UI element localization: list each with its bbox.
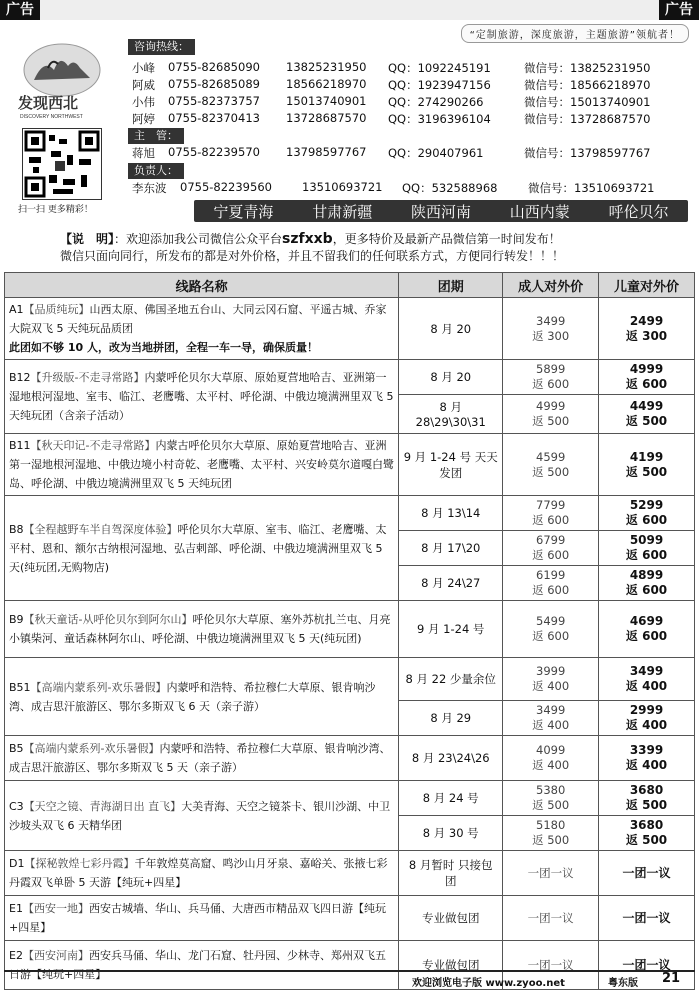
table-row [5, 896, 695, 941]
tour-date: 8 月 22 少量余位 [405, 672, 496, 686]
notice-block [60, 231, 680, 265]
table-row [5, 851, 695, 896]
child-price-cell [599, 360, 695, 395]
adult-price-cell [503, 658, 599, 701]
adult-price: 3499 [536, 313, 566, 328]
child-rebate: 返 300 [625, 328, 668, 343]
adult-price-cell [503, 601, 599, 658]
route-code: E2 [9, 949, 23, 962]
route-desc: 西安古城墙、华山、兵马俑、大唐西市精品双飞四日游【纯玩+四星】 [9, 902, 386, 934]
col-header-child: 儿童对外价 [599, 273, 695, 298]
route-desc: 西安兵马俑、华山、龙门石窟、牡丹园、少林寺、郑州双飞五日游【纯玩+四星】 [9, 949, 386, 981]
table-header-row [5, 273, 695, 298]
child-price: 一团一议 [622, 865, 671, 880]
adult-rebate: 返 500 [532, 798, 570, 812]
child-rebate: 返 600 [625, 548, 668, 562]
region-item: 山西内蒙 [509, 202, 570, 221]
child-price-cell [599, 658, 695, 701]
qr-code-icon [22, 128, 102, 200]
child-price-cell [599, 531, 695, 566]
date-cell [399, 658, 503, 701]
adult-price-cell [503, 781, 599, 816]
child-price-cell [599, 816, 695, 851]
tour-date: 8 月 17\20 [421, 541, 481, 555]
footer-edition: 粤东版 [608, 978, 638, 989]
table-row [5, 298, 695, 360]
child-rebate: 返 500 [625, 833, 668, 847]
adult-rebate: 返 300 [532, 328, 570, 343]
route-note: 此团如不够 10 人，改为当地拼团，全程一车一导，确保质量！ [9, 341, 318, 354]
top-bar [0, 0, 699, 20]
route-desc: 内蒙古呼伦贝尔大草原、原始夏营地哈吉、亚洲第一湿地根河湿地、中俄边境小村奇乾、老鹰嘴、太平村、兴安岭莫尔道嘎白鹭岛、呼伦湖、中俄边境满洲里双飞 5 天纯玩团 [9, 439, 394, 490]
route-code: E1 [9, 902, 23, 915]
adult-price: 4599 [536, 449, 566, 464]
child-rebate: 返 500 [625, 414, 668, 428]
child-price: 一团一议 [622, 910, 671, 925]
consult-hotline-label: 咨询热线： [128, 39, 195, 55]
slogan: “定制旅游，深度旅游，主题旅游”领航者！ [461, 24, 689, 43]
child-price-cell [599, 896, 695, 941]
child-price: 2499 [629, 313, 664, 328]
adult-price: 5899 [536, 362, 566, 376]
tour-date: 专业做包团 [421, 958, 480, 972]
adult-price: 一团一议 [527, 865, 574, 880]
table-row [5, 736, 695, 781]
date-cell [399, 736, 503, 781]
route-code: B5 [9, 742, 24, 755]
child-price-cell [599, 736, 695, 781]
adult-rebate: 返 600 [532, 629, 570, 643]
adult-rebate: 返 400 [532, 718, 570, 732]
camel-logo-icon [14, 28, 114, 120]
route-table [4, 272, 695, 990]
child-price: 4499 [629, 399, 664, 413]
adult-price-cell [503, 566, 599, 601]
date-cell [399, 781, 503, 816]
route-code: B51 [9, 680, 31, 694]
route-cell [5, 298, 399, 360]
route-cell [5, 360, 399, 434]
route-code: B8 [9, 522, 24, 536]
adult-price: 一团一议 [527, 957, 574, 972]
tour-date: 9 月 1-24 号 天天发团 [403, 449, 498, 480]
route-tag: 【秋天童话-从呼伦贝尔到阿尔山】 [23, 613, 193, 626]
route-tag: 【高端内蒙系列-欢乐暑假】 [30, 680, 167, 694]
child-price-cell [599, 566, 695, 601]
child-price: 4199 [629, 449, 664, 464]
route-desc: 呼伦贝尔大草原、室韦、临江、老鹰嘴、太平村、恩和、额尔古纳根河湿地、弘吉剌部、呼伦湖、中俄边境满洲里双飞 5 天(纯玩团,无购物店) [9, 522, 387, 574]
date-cell [399, 816, 503, 851]
ad-label-left: 广告 [0, 0, 40, 20]
adult-price-cell [503, 531, 599, 566]
region-item: 陕西河南 [410, 202, 471, 221]
date-cell [399, 360, 503, 395]
child-rebate: 返 600 [625, 513, 668, 527]
date-cell [399, 395, 503, 434]
qr-caption: 扫一扫 更多精彩！ [18, 205, 93, 215]
notice-line1: ：欢迎添加我公司微信公众平台 [114, 232, 283, 246]
adult-price: 一团一议 [527, 910, 574, 925]
adult-price: 4099 [536, 743, 566, 757]
route-desc: 内蒙呼和浩特、希拉穆仁大草原、银肯响沙湾、成吉思汗旅游区、鄂尔多斯双飞 6 天（亲子游） [9, 680, 376, 713]
tour-date: 8 月暂时 只接包团 [408, 858, 493, 888]
region-item: 宁夏青海 [213, 202, 274, 221]
child-price-cell [599, 601, 695, 658]
child-price: 3680 [629, 818, 664, 832]
route-tag: 【高端内蒙系列-欢乐暑假】 [23, 742, 160, 755]
table-row [5, 601, 695, 658]
route-cell [5, 434, 399, 496]
adult-price-cell [503, 360, 599, 395]
wechat-code: szfxxb [282, 231, 333, 247]
tour-date: 专业做包团 [421, 911, 480, 925]
notice-line1b: ，更多特价及最新产品微信第一时间发布！ [332, 232, 561, 246]
adult-price-cell [503, 816, 599, 851]
ad-label-right: 广告 [659, 0, 699, 20]
route-tag: 【秋天印记-不走寻常路】 [30, 439, 156, 452]
route-code: B11 [9, 439, 31, 452]
child-price: 2999 [629, 703, 664, 717]
date-cell [399, 531, 503, 566]
adult-rebate: 返 600 [532, 377, 570, 391]
adult-price: 6799 [536, 533, 566, 547]
child-price: 4699 [629, 614, 664, 628]
date-cell [399, 851, 503, 896]
date-cell [399, 601, 503, 658]
tour-date: 8 月 13\14 [421, 506, 481, 520]
route-desc: 内蒙呼伦贝尔大草原、原始夏营地哈吉、亚洲第一湿地根河湿地、室韦、临江、老鹰嘴、太平村、呼伦湖、中俄边境满洲里双飞 5 天纯玩团（含亲子活动） [9, 371, 394, 422]
company-logo [14, 28, 114, 120]
adult-rebate: 返 400 [532, 679, 570, 693]
adult-price: 3499 [536, 703, 566, 717]
child-price: 一团一议 [622, 957, 671, 972]
child-price: 4899 [629, 568, 664, 582]
adult-price-cell [503, 298, 599, 360]
adult-rebate: 返 600 [532, 513, 570, 527]
route-desc: 山西太原、佛国圣地五台山、大同云冈石窟、平遥古城、乔家大院双飞 5 天纯玩品质团 [9, 303, 387, 335]
child-price-cell [599, 701, 695, 736]
route-cell [5, 851, 399, 896]
page-number: 21 [662, 971, 681, 986]
person-in-charge-label: 负责人： [128, 163, 184, 179]
adult-price-cell [503, 701, 599, 736]
adult-rebate: 返 600 [532, 548, 570, 562]
child-price: 4999 [629, 362, 664, 376]
child-price: 5099 [629, 533, 664, 547]
adult-price-cell [503, 496, 599, 531]
route-cell [5, 496, 399, 601]
adult-price: 7799 [536, 498, 566, 512]
route-cell [5, 896, 399, 941]
date-cell [399, 496, 503, 531]
child-price: 3680 [629, 783, 664, 797]
child-price-cell [599, 298, 695, 360]
child-rebate: 返 600 [625, 377, 668, 391]
tour-date: 8 月 28\29\30\31 [415, 400, 486, 429]
adult-price: 5499 [536, 614, 566, 628]
table-row [5, 360, 695, 395]
adult-price: 5380 [536, 783, 566, 797]
logo-subtext: DISCOVERY NORTHWEST [20, 114, 83, 120]
route-code: D1 [9, 857, 25, 870]
route-tag: 【升级版-不走寻常路】 [30, 371, 145, 384]
tour-date: 8 月 23\24\26 [411, 751, 490, 765]
child-price-cell [599, 496, 695, 531]
child-price-cell [599, 434, 695, 496]
route-tag: 【天空之镜、青海湖日出 直飞】 [23, 799, 182, 813]
adult-rebate: 返 500 [532, 414, 570, 428]
adult-rebate: 返 600 [532, 583, 570, 597]
tour-date: 8 月 30 号 [422, 826, 479, 840]
footer [0, 970, 699, 989]
adult-rebate: 返 400 [532, 758, 570, 772]
date-cell [399, 896, 503, 941]
adult-price: 6199 [536, 568, 566, 582]
route-code: C3 [9, 799, 24, 813]
child-rebate: 返 500 [625, 798, 668, 812]
child-rebate: 返 400 [625, 679, 668, 693]
route-desc: 内蒙呼和浩特、希拉穆仁大草原、银肯响沙湾、成吉思汗旅游区、鄂尔多斯双飞 5 天（亲子游） [9, 742, 391, 774]
adult-price-cell [503, 896, 599, 941]
table-row [5, 658, 695, 701]
adult-price: 3999 [536, 664, 566, 678]
notice-line2: 微信只面向同行，所发布的都是对外价格，并且不留我们的任何联系方式，方便同行转发！！！ [60, 249, 565, 263]
tour-date: 8 月 29 [430, 711, 472, 725]
route-code: B9 [9, 613, 24, 626]
child-rebate: 返 400 [625, 718, 668, 732]
child-rebate: 返 600 [625, 583, 668, 597]
route-code: A1 [9, 303, 24, 316]
route-code: B12 [9, 371, 31, 384]
route-tag: 【西安河南】 [22, 949, 89, 962]
child-price-cell [599, 851, 695, 896]
route-tag: 【品质纯玩】 [23, 303, 90, 316]
adult-price-cell [503, 395, 599, 434]
table-row [5, 496, 695, 531]
adult-price-cell [503, 434, 599, 496]
date-cell [399, 298, 503, 360]
adult-price: 5180 [536, 818, 566, 832]
tour-date: 9 月 1-24 号 [417, 622, 485, 636]
child-rebate: 返 600 [625, 629, 668, 643]
child-price-cell [599, 395, 695, 434]
route-cell [5, 781, 399, 851]
adult-rebate: 返 500 [532, 833, 570, 847]
route-desc: 千年敦煌莫高窟、鸣沙山月牙泉、嘉峪关、张掖七彩丹霞双飞单卧 5 天游【纯玩+四星】 [9, 857, 388, 889]
table-row [5, 434, 695, 496]
tour-date: 8 月 24\27 [421, 576, 481, 590]
route-cell [5, 601, 399, 658]
footer-website: 欢迎浏览电子版 www.zyoo.net [412, 978, 565, 989]
child-price: 3399 [629, 743, 664, 757]
region-banner [194, 200, 688, 222]
child-rebate: 返 400 [625, 758, 668, 772]
route-desc: 大美青海、天空之镜茶卡、银川沙湖、中卫沙坡头双飞 6 天精华团 [9, 799, 391, 832]
region-item: 甘肃新疆 [312, 202, 373, 221]
tour-date: 8 月 20 [430, 370, 472, 384]
route-desc: 呼伦贝尔大草原、塞外苏杭扎兰屯、月亮小镇柴河、童话森林阿尔山、呼伦湖、中俄边境满洲里双飞 5 天(纯玩团) [9, 613, 391, 645]
table-row [5, 781, 695, 816]
region-item: 呼伦贝尔 [608, 202, 669, 221]
date-cell [399, 566, 503, 601]
notice-label: 【说 明】 [60, 232, 115, 246]
route-tag: 【全程越野车半自驾深度体验】 [23, 522, 178, 536]
date-cell [399, 434, 503, 496]
route-cell [5, 658, 399, 736]
route-cell [5, 736, 399, 781]
col-header-adult: 成人对外价 [503, 273, 599, 298]
route-tag: 【西安一地】 [22, 902, 89, 915]
logo-text: 发现西北 [18, 95, 79, 112]
adult-price: 4999 [536, 399, 566, 413]
adult-rebate: 返 500 [532, 464, 570, 479]
col-header-route: 线路名称 [5, 273, 399, 298]
child-price: 5299 [629, 498, 664, 512]
adult-price-cell [503, 736, 599, 781]
child-price-cell [599, 781, 695, 816]
manager-label: 主 管： [128, 128, 184, 144]
adult-price-cell [503, 851, 599, 896]
route-tag: 【探秘敦煌七彩丹霞】 [24, 857, 135, 870]
date-cell [399, 701, 503, 736]
tour-date: 8 月 24 号 [422, 791, 479, 805]
child-rebate: 返 500 [625, 464, 668, 479]
col-header-date: 团期 [399, 273, 503, 298]
child-price: 3499 [629, 664, 664, 678]
tour-date: 8 月 20 [430, 321, 472, 336]
